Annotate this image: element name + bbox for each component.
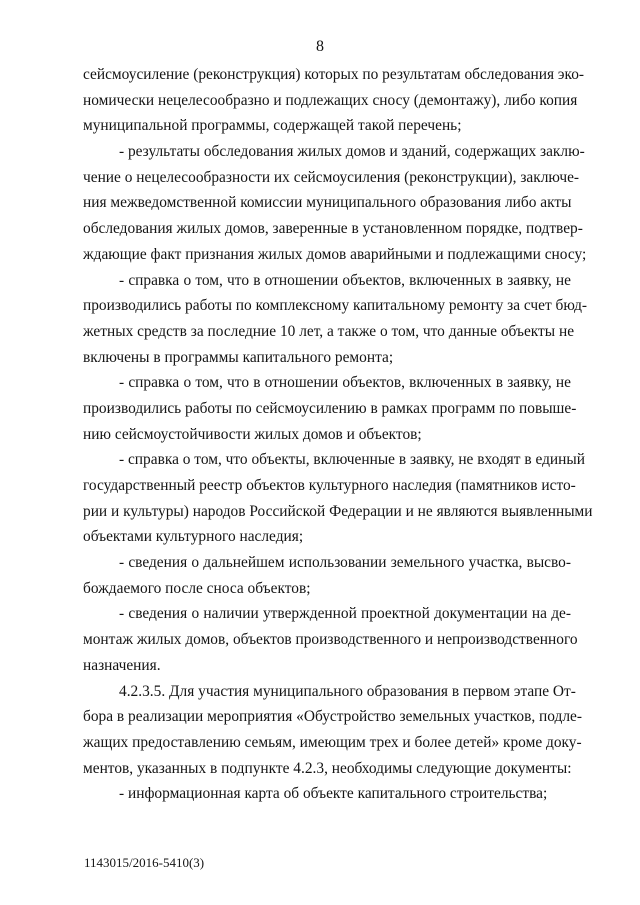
text-line: - результаты обследования жилых домов и зданий, содержащих заклю- <box>119 143 585 161</box>
text-line: нию сейсмоустойчивости жилых домов и объектов; <box>83 425 422 443</box>
text-line: объектами культурного наследия; <box>83 528 304 546</box>
text-line: бождаемого после сноса объектов; <box>83 579 311 597</box>
text-line: обследования жилых домов, заверенные в установленном порядке, подтвер- <box>83 220 583 238</box>
document-footer-code: 1143015/2016-5410(3) <box>84 855 205 870</box>
text-line: номически нецелесообразно и подлежащих сносу (демонтажу), либо копия <box>83 91 578 109</box>
text-line: сейсмоусиление (реконструкция) которых по результатам обследования эко- <box>83 66 585 83</box>
document-body <box>83 62 593 807</box>
text-line: - справка о том, что в отношении объектов, включенных в заявку, не <box>119 271 571 289</box>
text-line: жащих предоставлению семьям, имеющим трех и более детей» кроме доку- <box>83 733 582 751</box>
text-line: монтаж жилых домов, объектов производственного и непроизводственного <box>83 631 578 649</box>
text-line: ждающие факт признания жилых домов аварийными и подлежащими сносу; <box>83 245 587 263</box>
text-line: ния межведомственной комиссии муниципального образования либо акты <box>83 194 572 212</box>
text-line: чение о нецелесообразности их сейсмоусиления (реконструкции), заключе- <box>83 168 580 186</box>
text-line: назначения. <box>83 656 161 674</box>
page-number: 8 <box>316 38 324 55</box>
text-line: государственный реестр объектов культурного наследия (памятников исто- <box>83 477 576 494</box>
text-line: - сведения о дальнейшем использовании земельного участка, высво- <box>119 554 571 572</box>
text-line: включены в программы капитального ремонта; <box>83 348 394 366</box>
text-line: бора в реализации мероприятия «Обустройство земельных участков, подле- <box>83 708 582 726</box>
text-line: - справка о том, что объекты, включенные в заявку, не входят в единый <box>119 451 585 469</box>
text-line: - информационная карта об объекте капитального строительства; <box>119 785 548 803</box>
text-line: - справка о том, что в отношении объектов, включенных в заявку, не <box>119 374 571 392</box>
text-line: ментов, указанных в подпункте 4.2.3, необходимы следующие документы: <box>83 759 572 777</box>
text-line: производились работы по сейсмоусилению в рамках программ по повыше- <box>83 399 577 417</box>
text-line: 4.2.3.5. Для участия муниципального образования в первом этапе От- <box>119 682 576 700</box>
text-line: муниципальной программы, содержащей такой перечень; <box>83 117 462 135</box>
text-line: - сведения о наличии утвержденной проектной документации на де- <box>119 605 571 623</box>
text-line: жетных средств за последние 10 лет, а также о том, что данные объекты не <box>83 322 575 340</box>
text-line: производились работы по комплексному капитальному ремонту за счет бюд- <box>83 297 588 315</box>
text-line: рии и культуры) народов Российской Федерации и не являются выявленными <box>83 502 593 520</box>
